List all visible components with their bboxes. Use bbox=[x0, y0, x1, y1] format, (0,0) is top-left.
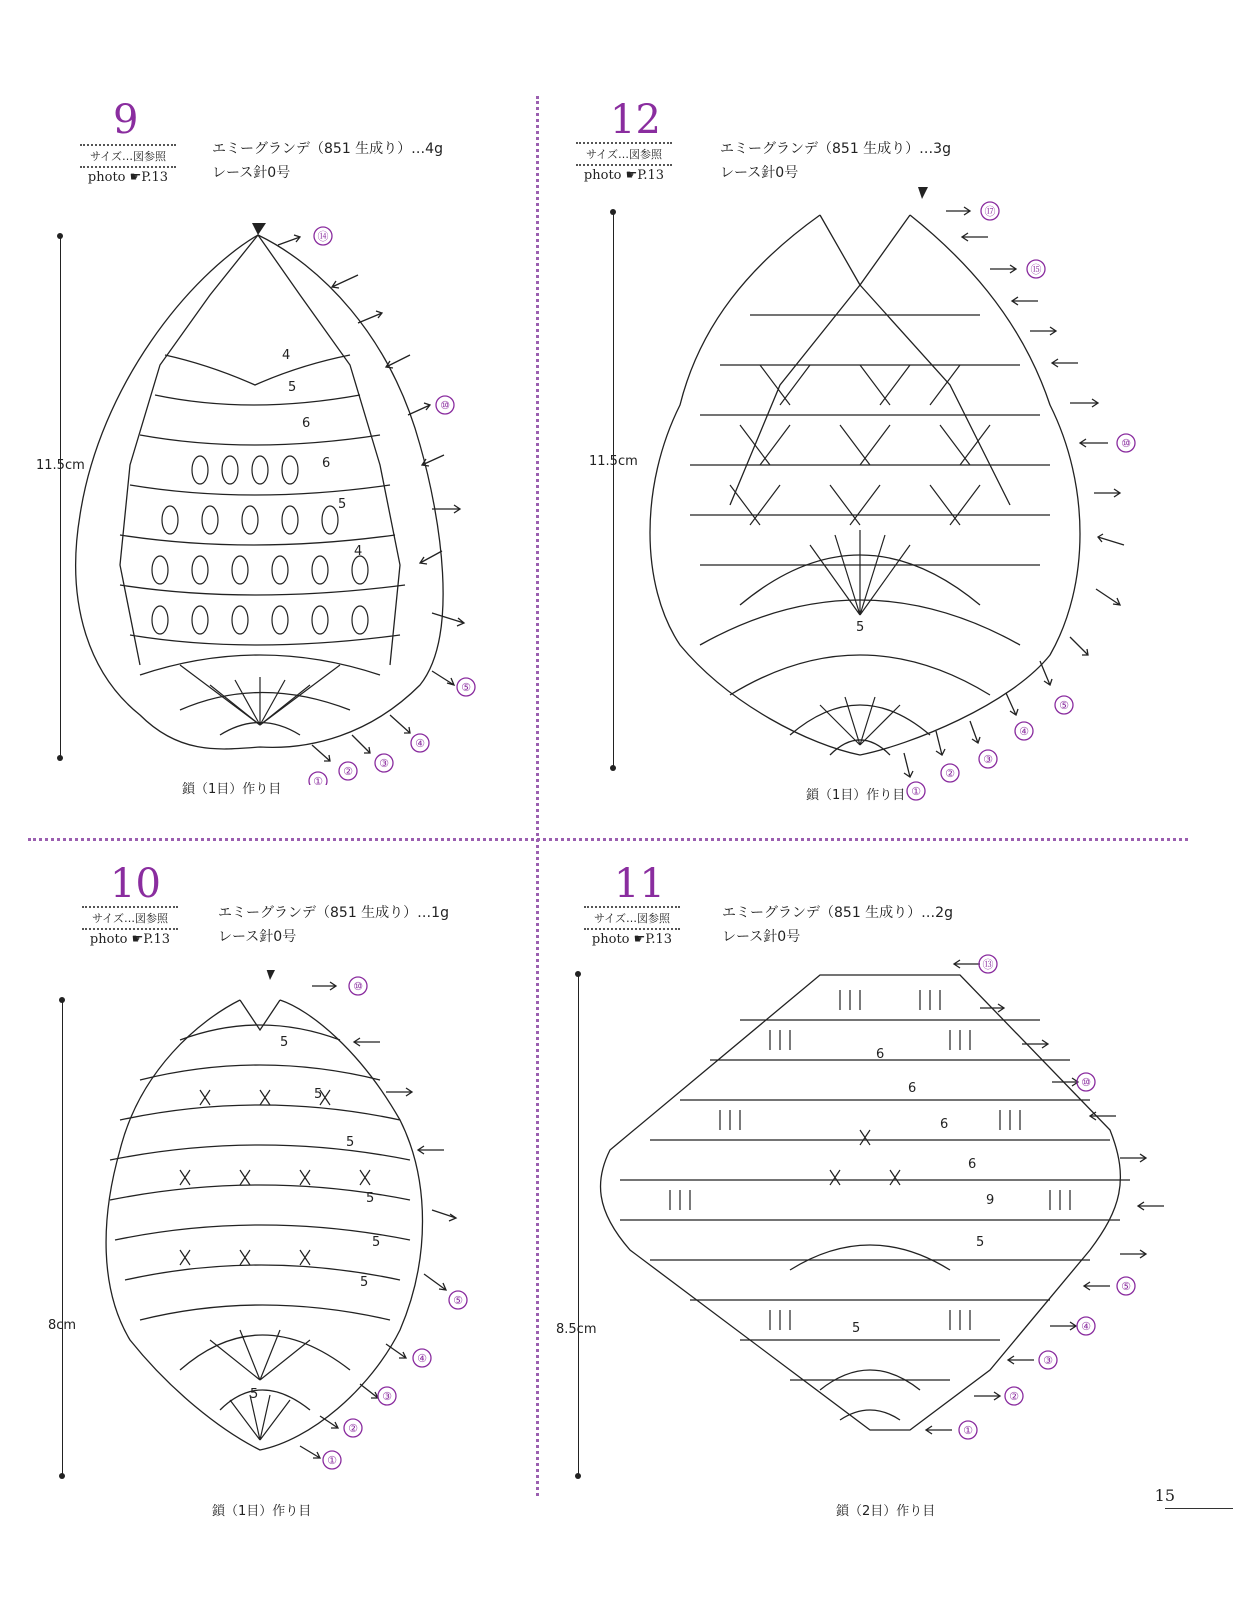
hook-info: レース針0号 bbox=[722, 929, 801, 945]
svg-text:②: ② bbox=[348, 1422, 358, 1435]
svg-text:⑤: ⑤ bbox=[1059, 699, 1069, 712]
yarn-info: エミーグランデ（851 生成り）…2g bbox=[722, 905, 953, 921]
hook-info: レース針0号 bbox=[720, 165, 799, 181]
row-label: 6 bbox=[908, 1081, 917, 1096]
row-label: 5 bbox=[346, 1135, 355, 1150]
size-box bbox=[584, 904, 680, 947]
height-measure-line bbox=[578, 974, 579, 1476]
svg-text:⑩: ⑩ bbox=[1121, 437, 1131, 450]
crochet-chart-12 bbox=[630, 185, 1175, 825]
svg-text:③: ③ bbox=[382, 1390, 392, 1403]
svg-text:④: ④ bbox=[415, 737, 425, 750]
chart-stitches bbox=[180, 970, 370, 1440]
size-label: サイズ…図参照 bbox=[89, 150, 167, 163]
yarn-info: エミーグランデ（851 生成り）…4g bbox=[212, 141, 443, 157]
height-measure: 11.5cm bbox=[589, 454, 638, 469]
horizontal-divider bbox=[28, 838, 1188, 841]
height-measure: 11.5cm bbox=[36, 458, 85, 473]
row-label: 5 bbox=[338, 497, 347, 512]
row-arrows bbox=[278, 235, 464, 761]
round-markers bbox=[309, 227, 475, 785]
crochet-chart-11 bbox=[590, 950, 1190, 1500]
row-label: 5 bbox=[852, 1321, 861, 1336]
chart-stitches bbox=[730, 187, 990, 745]
photo-ref: photo ☛P.13 bbox=[583, 168, 665, 183]
svg-text:③: ③ bbox=[379, 757, 389, 770]
photo-ref: photo ☛P.13 bbox=[87, 170, 169, 185]
row-label: 5 bbox=[856, 620, 865, 635]
row-label: 4 bbox=[354, 544, 363, 559]
start-label: 鎖（1目）作り目 bbox=[182, 782, 282, 797]
row-label: 6 bbox=[322, 456, 331, 471]
row-label: 5 bbox=[976, 1235, 985, 1250]
row-label: 6 bbox=[876, 1047, 885, 1062]
start-label: 鎖（1目）作り目 bbox=[212, 1504, 312, 1519]
chart-outline bbox=[650, 215, 1080, 755]
size-label: サイズ…図参照 bbox=[91, 912, 169, 925]
hook-info: レース針0号 bbox=[218, 929, 297, 945]
height-measure: 8cm bbox=[48, 1318, 77, 1333]
size-label: サイズ…図参照 bbox=[593, 912, 671, 925]
vertical-divider bbox=[536, 96, 539, 1496]
row-arrows bbox=[904, 207, 1124, 777]
size-box bbox=[82, 904, 178, 947]
svg-text:①: ① bbox=[313, 775, 323, 785]
panel-number: 12 bbox=[610, 97, 661, 143]
svg-text:⑮: ⑮ bbox=[1030, 263, 1042, 276]
svg-text:③: ③ bbox=[983, 753, 993, 766]
panel-number: 10 bbox=[110, 861, 161, 907]
svg-text:②: ② bbox=[945, 767, 955, 780]
row-label: 9 bbox=[986, 1193, 995, 1208]
row-label: 5 bbox=[280, 1035, 289, 1050]
svg-text:②: ② bbox=[1009, 1390, 1019, 1403]
svg-text:⑩: ⑩ bbox=[440, 399, 450, 412]
svg-text:②: ② bbox=[343, 765, 353, 778]
page-number-rule bbox=[1165, 1508, 1233, 1509]
round-markers bbox=[323, 977, 467, 1469]
crochet-chart-10 bbox=[80, 970, 500, 1500]
row-label: 5 bbox=[288, 380, 297, 395]
svg-text:⑬: ⑬ bbox=[982, 958, 994, 971]
chart-outline bbox=[76, 235, 443, 749]
yarn-info: エミーグランデ（851 生成り）…1g bbox=[218, 905, 449, 921]
svg-text:⑩: ⑩ bbox=[353, 980, 363, 993]
row-label: 5 bbox=[366, 1191, 375, 1206]
svg-text:④: ④ bbox=[417, 1352, 427, 1365]
svg-text:⑰: ⑰ bbox=[984, 205, 996, 218]
svg-text:①: ① bbox=[327, 1454, 337, 1467]
size-label: サイズ…図参照 bbox=[585, 148, 663, 161]
svg-text:①: ① bbox=[963, 1424, 973, 1437]
height-measure: 8.5cm bbox=[556, 1322, 597, 1337]
row-label: 6 bbox=[968, 1157, 977, 1172]
yarn-info: エミーグランデ（851 生成り）…3g bbox=[720, 141, 951, 157]
size-box bbox=[576, 140, 672, 183]
panel-number: 11 bbox=[614, 861, 665, 907]
svg-text:⑩: ⑩ bbox=[1081, 1076, 1091, 1089]
row-label: 4 bbox=[282, 348, 291, 363]
size-box bbox=[80, 142, 176, 185]
chart-outline bbox=[106, 1000, 422, 1450]
svg-text:⑤: ⑤ bbox=[461, 681, 471, 694]
row-label: 5 bbox=[314, 1087, 323, 1102]
hook-info: レース針0号 bbox=[212, 165, 291, 181]
photo-ref: photo ☛P.13 bbox=[591, 932, 673, 947]
svg-text:④: ④ bbox=[1019, 725, 1029, 738]
round-markers bbox=[907, 202, 1135, 800]
row-label: 5 bbox=[250, 1387, 259, 1402]
svg-text:⑤: ⑤ bbox=[1121, 1280, 1131, 1293]
svg-text:⑤: ⑤ bbox=[453, 1294, 463, 1307]
row-arrows bbox=[300, 982, 456, 1458]
crochet-chart-9 bbox=[60, 215, 500, 785]
svg-text:④: ④ bbox=[1081, 1320, 1091, 1333]
svg-text:①: ① bbox=[911, 785, 921, 798]
height-measure-line bbox=[62, 1000, 63, 1476]
height-measure-line bbox=[613, 212, 614, 768]
row-label: 6 bbox=[940, 1117, 949, 1132]
start-label: 鎖（1目）作り目 bbox=[806, 788, 906, 803]
page-number: 15 bbox=[1154, 1486, 1175, 1505]
row-label: 6 bbox=[302, 416, 311, 431]
row-label: 5 bbox=[360, 1275, 369, 1290]
start-label: 鎖（2目）作り目 bbox=[836, 1504, 936, 1519]
row-label: 5 bbox=[372, 1235, 381, 1250]
panel-number: 9 bbox=[113, 97, 139, 143]
photo-ref: photo ☛P.13 bbox=[89, 932, 171, 947]
svg-text:⑭: ⑭ bbox=[317, 230, 329, 243]
svg-text:③: ③ bbox=[1043, 1354, 1053, 1367]
